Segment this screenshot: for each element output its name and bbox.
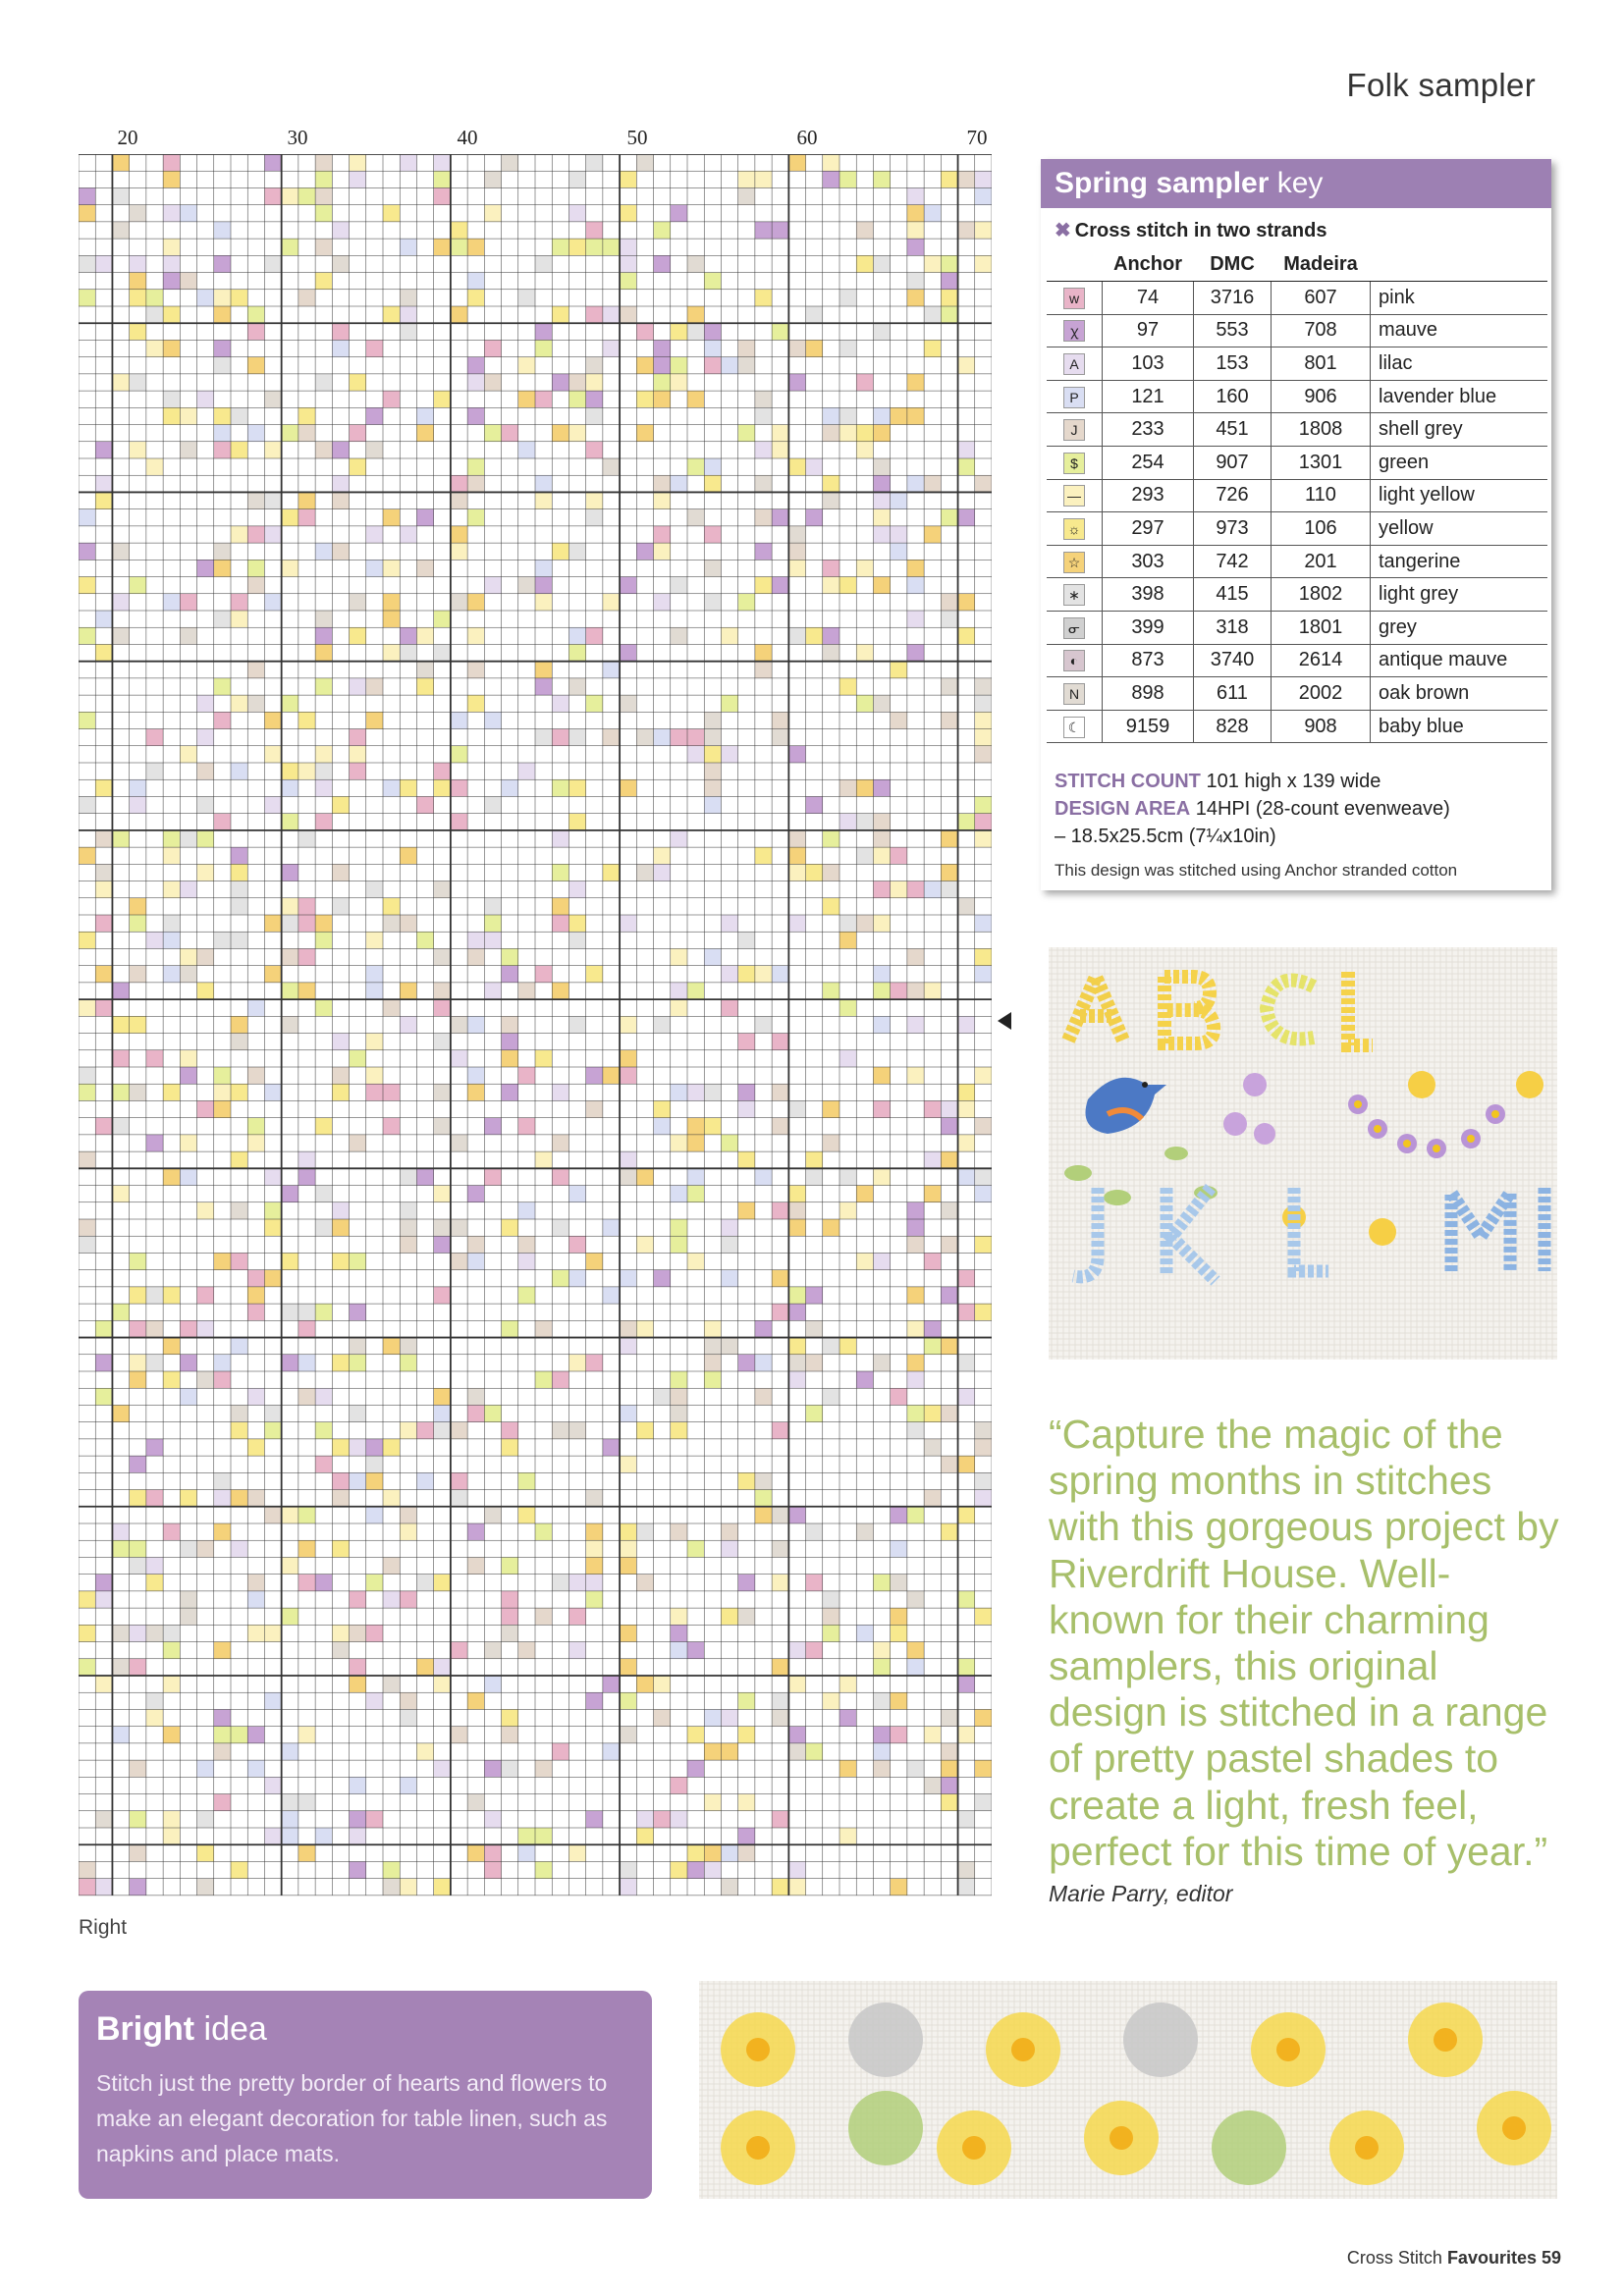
design-area-size: – 18.5x25.5cm (7¼x10in) bbox=[1055, 826, 1276, 847]
thread-colour-name: antique mauve bbox=[1371, 644, 1548, 677]
key-row bbox=[1047, 611, 1547, 644]
page-footer: Cross Stitch Favourites 59 bbox=[1346, 2248, 1561, 2268]
chart-label: Right bbox=[79, 1916, 128, 1939]
key-header bbox=[1041, 159, 1551, 208]
column-number: 40 bbox=[457, 126, 478, 149]
dmc-code: 3740 bbox=[1194, 644, 1272, 677]
key-row bbox=[1047, 314, 1547, 347]
dmc-code: 153 bbox=[1194, 347, 1272, 381]
key-stats bbox=[1055, 768, 1450, 850]
column-number: 60 bbox=[796, 126, 818, 149]
thread-colour-name: mauve bbox=[1371, 314, 1548, 347]
anchor-code: 9159 bbox=[1103, 710, 1194, 743]
thread-colour-name: lavender blue bbox=[1371, 380, 1548, 413]
thread-symbol-icon: — bbox=[1063, 485, 1085, 507]
key-row bbox=[1047, 380, 1547, 413]
bright-idea-box bbox=[79, 1991, 652, 2199]
anchor-code: 293 bbox=[1103, 479, 1194, 512]
key-row bbox=[1047, 479, 1547, 512]
dmc-code: 451 bbox=[1194, 413, 1272, 447]
column-number: 70 bbox=[966, 126, 988, 149]
key-row bbox=[1047, 677, 1547, 711]
madeira-code: 1802 bbox=[1272, 578, 1371, 612]
cross-icon: ✖ bbox=[1055, 220, 1071, 241]
dmc-code: 3716 bbox=[1194, 282, 1272, 315]
thread-symbol-icon: ☾ bbox=[1063, 717, 1085, 738]
thread-colour-name: shell grey bbox=[1371, 413, 1548, 447]
chart-grid bbox=[79, 154, 992, 1911]
thread-colour-name: pink bbox=[1371, 282, 1548, 315]
madeira-code: 2614 bbox=[1272, 644, 1371, 677]
anchor-code: 297 bbox=[1103, 512, 1194, 546]
thread-symbol-icon: P bbox=[1063, 387, 1085, 408]
key-row bbox=[1047, 644, 1547, 677]
thread-symbol-icon: ꭓ bbox=[1063, 320, 1085, 342]
dmc-code: 742 bbox=[1194, 545, 1272, 578]
thread-symbol-icon: w bbox=[1063, 288, 1085, 309]
key-row bbox=[1047, 710, 1547, 743]
anchor-code: 873 bbox=[1103, 644, 1194, 677]
key-row bbox=[1047, 446, 1547, 479]
thread-colour-name: green bbox=[1371, 446, 1548, 479]
thread-symbol-icon: ᓂ bbox=[1063, 617, 1085, 639]
madeira-code: 110 bbox=[1272, 479, 1371, 512]
design-area-label: DESIGN AREA bbox=[1055, 798, 1191, 820]
key-row bbox=[1047, 545, 1547, 578]
thread-symbol-icon: ∗ bbox=[1063, 584, 1085, 606]
thread-colour-name: grey bbox=[1371, 611, 1548, 644]
thread-symbol-icon: N bbox=[1063, 683, 1085, 705]
thread-symbol-icon: $ bbox=[1063, 453, 1085, 474]
column-number: 50 bbox=[626, 126, 648, 149]
madeira-code: 2002 bbox=[1272, 677, 1371, 711]
key-note: This design was stitched using Anchor stranded cotton bbox=[1055, 861, 1458, 880]
cross-stitch-chart bbox=[79, 154, 992, 1911]
anchor-code: 399 bbox=[1103, 611, 1194, 644]
bright-idea-title: Bright idea bbox=[96, 2010, 267, 2048]
madeira-code: 1808 bbox=[1272, 413, 1371, 447]
anchor-code: 97 bbox=[1103, 314, 1194, 347]
stitch-count-value: 101 high x 139 wide bbox=[1206, 771, 1381, 792]
anchor-code: 233 bbox=[1103, 413, 1194, 447]
section-title: Folk sampler bbox=[1346, 67, 1536, 103]
anchor-code: 74 bbox=[1103, 282, 1194, 315]
thread-colour-name: oak brown bbox=[1371, 677, 1548, 711]
thread-colour-name: lilac bbox=[1371, 347, 1548, 381]
border-detail-photo bbox=[699, 1981, 1557, 2199]
key-col-anchor: Anchor bbox=[1103, 247, 1194, 282]
design-area-value: 14HPI (28-count evenweave) bbox=[1195, 798, 1450, 820]
dmc-code: 828 bbox=[1194, 710, 1272, 743]
bright-idea-text: Stitch just the pretty border of hearts and flowers to make an elegant decoration for table linen, such as napkins and place mats. bbox=[96, 2070, 608, 2166]
anchor-code: 898 bbox=[1103, 677, 1194, 711]
madeira-code: 1801 bbox=[1272, 611, 1371, 644]
column-number: 30 bbox=[287, 126, 308, 149]
stitched-sample-photo bbox=[1049, 947, 1557, 1360]
thread-colour-name: tangerine bbox=[1371, 545, 1548, 578]
anchor-code: 254 bbox=[1103, 446, 1194, 479]
anchor-code: 398 bbox=[1103, 578, 1194, 612]
dmc-code: 907 bbox=[1194, 446, 1272, 479]
thread-symbol-icon: A bbox=[1063, 353, 1085, 375]
key-col-dmc: DMC bbox=[1194, 247, 1272, 282]
key-title: Spring sampler key bbox=[1055, 167, 1324, 199]
dmc-code: 160 bbox=[1194, 380, 1272, 413]
editor-quote: “Capture the magic of the spring months in stitches with this gorgeous project by Riverdrift House. Well-known for their charming samplers, this original design is stitched in a range of pretty pastel shades to create a light, fresh feel, perfect for this time of year.” bbox=[1049, 1412, 1559, 1874]
dmc-code: 611 bbox=[1194, 677, 1272, 711]
dmc-code: 318 bbox=[1194, 611, 1272, 644]
thread-symbol-icon: ☆ bbox=[1063, 552, 1085, 573]
key-row bbox=[1047, 347, 1547, 381]
anchor-code: 103 bbox=[1103, 347, 1194, 381]
key-row bbox=[1047, 282, 1547, 315]
thread-colour-name: light yellow bbox=[1371, 479, 1548, 512]
dmc-code: 726 bbox=[1194, 479, 1272, 512]
quote-author: Marie Parry, editor bbox=[1049, 1881, 1233, 1906]
thread-symbol-icon: ☼ bbox=[1063, 518, 1085, 540]
key-panel bbox=[1041, 159, 1551, 890]
anchor-code: 303 bbox=[1103, 545, 1194, 578]
key-row bbox=[1047, 413, 1547, 447]
madeira-code: 908 bbox=[1272, 710, 1371, 743]
madeira-code: 1301 bbox=[1272, 446, 1371, 479]
thread-symbol-icon: J bbox=[1063, 419, 1085, 441]
dmc-code: 973 bbox=[1194, 512, 1272, 546]
column-numbers bbox=[79, 126, 1001, 155]
madeira-code: 801 bbox=[1272, 347, 1371, 381]
stitch-count-label: STITCH COUNT bbox=[1055, 771, 1201, 792]
dmc-code: 415 bbox=[1194, 578, 1272, 612]
key-col-madeira: Madeira bbox=[1272, 247, 1371, 282]
key-table bbox=[1047, 247, 1547, 743]
madeira-code: 607 bbox=[1272, 282, 1371, 315]
anchor-code: 121 bbox=[1103, 380, 1194, 413]
key-row bbox=[1047, 512, 1547, 546]
column-number: 20 bbox=[117, 126, 138, 149]
thread-colour-name: yellow bbox=[1371, 512, 1548, 546]
thread-colour-name: baby blue bbox=[1371, 710, 1548, 743]
dmc-code: 553 bbox=[1194, 314, 1272, 347]
madeira-code: 906 bbox=[1272, 380, 1371, 413]
madeira-code: 708 bbox=[1272, 314, 1371, 347]
madeira-code: 201 bbox=[1272, 545, 1371, 578]
thread-symbol-icon: ◐ bbox=[1063, 650, 1085, 671]
key-row bbox=[1047, 578, 1547, 612]
key-subtitle: ✖ Cross stitch in two strands bbox=[1055, 220, 1327, 241]
madeira-code: 106 bbox=[1272, 512, 1371, 546]
center-arrow-icon bbox=[998, 1012, 1011, 1030]
thread-colour-name: light grey bbox=[1371, 578, 1548, 612]
